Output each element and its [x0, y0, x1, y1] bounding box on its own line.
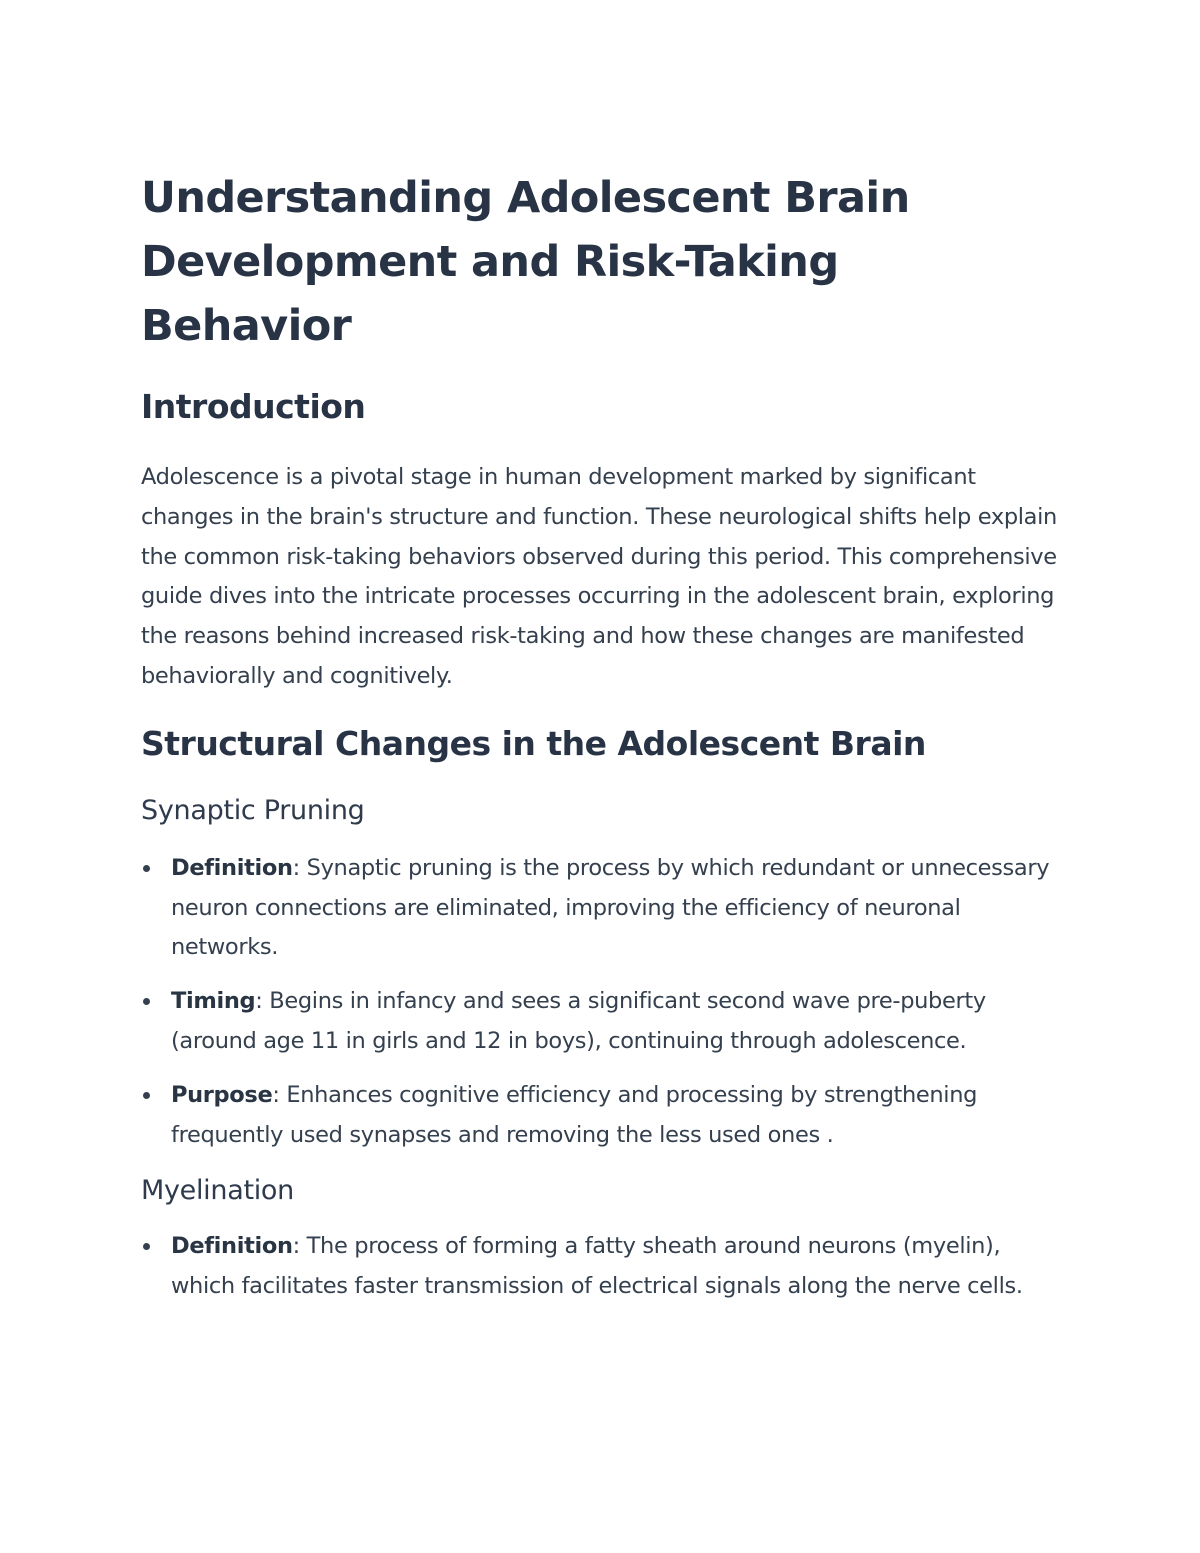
bullet-icon — [143, 1092, 150, 1099]
list-item — [141, 982, 1061, 1062]
synaptic-pruning-list — [141, 849, 1061, 1156]
list-item-text: : The process of forming a fatty sheath around neurons (myelin), which facilitates faster transmission of electrical signals along the nerve cells. — [171, 1233, 1023, 1300]
section-heading-structural-changes: Structural Changes in the Adolescent Brain — [141, 723, 926, 763]
list-item — [141, 1076, 1061, 1156]
myelination-list — [141, 1227, 1061, 1307]
list-item-text: : Synaptic pruning is the process by which redundant or unnecessary neuron connections are eliminated, improving the efficiency of neuronal networks. — [171, 854, 1050, 961]
list-item-term: Definition — [171, 1233, 293, 1260]
list-item-term: Definition — [171, 854, 293, 881]
bullet-icon — [143, 865, 150, 872]
page-title: Understanding Adolescent Brain Development and Risk-Taking Behavior — [141, 173, 910, 351]
bullet-icon — [143, 1243, 150, 1250]
document-page — [141, 166, 1061, 1321]
list-item — [141, 1227, 1061, 1307]
bullet-icon — [143, 998, 150, 1005]
subsection-heading-myelination: Myelination — [141, 1175, 294, 1207]
list-item — [141, 849, 1061, 968]
list-item-term: Timing — [171, 988, 256, 1015]
subsection-heading-synaptic-pruning: Synaptic Pruning — [141, 794, 365, 826]
intro-paragraph: Adolescence is a pivotal stage in human development marked by significant changes in the brain's structure and function. These neurological shifts help explain the common risk-taking behaviors observed during this period. This comprehensive guide dives into the intricate processes occurring in the adolescent brain, exploring the reasons behind increased risk-taking and how these changes are manifested behaviorally and cognitively. — [141, 464, 1057, 689]
list-item-text: : Enhances cognitive efficiency and processing by strengthening frequently used synapses and removing the less used ones . — [171, 1081, 978, 1148]
section-heading-introduction: Introduction — [141, 387, 366, 426]
list-item-text: : Begins in infancy and sees a significant second wave pre-puberty (around age 11 in girls and 12 in boys), continuing through adolescence. — [171, 988, 986, 1054]
list-item-term: Purpose — [171, 1081, 273, 1108]
